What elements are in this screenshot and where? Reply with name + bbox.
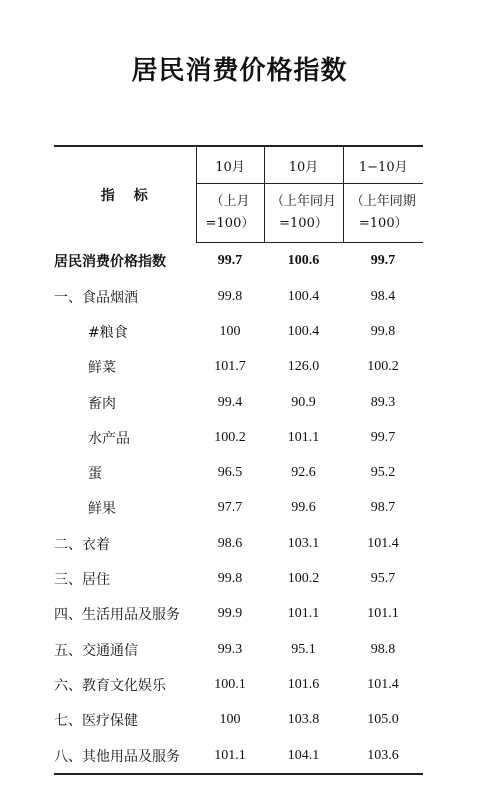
row-value-col-2: 101.1 [287,429,320,445]
table-row [54,597,423,632]
table-row [54,667,423,702]
col-header-2-base [264,184,343,243]
table-row [54,526,423,561]
table-row [54,738,423,774]
table-row [54,703,423,738]
row-value-col-3: 101.4 [367,535,399,551]
row-value-col-1: 99.9 [217,606,243,622]
row-value-col-2: 100.6 [287,253,320,268]
row-value-col-1: 101.7 [214,359,246,375]
row-value-col-1: 97.7 [217,500,243,516]
table-body [54,243,423,775]
row-value-col-1: 100 [219,712,241,728]
row-label: 蛋 [88,466,102,483]
col-header-1-base-line-2: =100） [205,216,255,231]
table-row [54,385,423,420]
row-label: 八、其他用品及服务 [54,738,196,774]
row-value-col-3: 98.7 [370,500,396,516]
row-value-col-3: 103.6 [343,738,423,774]
indicator-header-char-1: 指 [100,187,116,204]
row-value-col-1: 100.2 [214,429,246,445]
row-value-col-2: 100.4 [287,323,320,339]
row-value-col-2: 103.8 [287,712,320,728]
col-header-3-base [343,184,423,243]
row-value-col-3: 99.7 [370,429,396,445]
row-value-col-3: 105.0 [367,712,399,728]
row-value-col-3: 99.8 [370,323,396,339]
col-header-1-base-line-1: （上月 [210,194,250,209]
row-value-col-1: 96.5 [217,465,243,481]
col-header-2-period: 10月 [264,146,343,184]
row-label: 五、交通通信 [54,642,138,659]
indicator-header-char-2: 标 [133,187,149,204]
row-value-col-3: 95.7 [370,571,396,587]
row-label: 二、衣着 [54,536,110,553]
col-header-3-base-line-2: =100） [358,216,408,231]
row-label: 六、教育文化娱乐 [54,677,166,694]
row-value-col-2: 104.1 [264,738,343,774]
row-label: 鲜菜 [88,360,116,377]
row-value-col-2: 100.4 [287,288,320,304]
row-value-col-3: 95.2 [370,465,396,481]
row-value-col-2: 99.6 [291,500,316,516]
table-row [54,632,423,667]
row-value-col-1: 99.8 [217,288,243,304]
row-label: 畜肉 [88,395,116,412]
row-value-col-3: 101.4 [367,676,399,692]
table-row [54,243,423,280]
row-label: 三、居住 [54,572,110,589]
col-header-2-base-line-1: （上年同月 [270,194,336,209]
row-value-col-2: 103.1 [287,535,320,551]
cpi-table [54,145,423,775]
table-header [54,146,423,243]
row-value-col-2: 126.0 [287,359,320,375]
table-row [54,561,423,596]
row-value-col-3: 101.1 [367,606,399,622]
col-header-1-base [196,184,264,243]
row-value-col-2: 101.6 [287,676,320,692]
table-row [54,491,423,526]
row-value-col-3: 98.8 [370,641,396,657]
indicator-header [54,146,196,243]
page-title: 居民消费价格指数 [131,56,348,86]
row-value-col-3: 100.2 [367,359,399,375]
col-header-3-base-line-1: （上年同期 [350,194,416,209]
row-value-col-1: 99.4 [217,394,243,410]
row-value-col-2: 92.6 [291,465,316,481]
col-header-3-period: 1−10月 [343,146,423,184]
row-label: 鲜果 [88,501,116,518]
row-value-col-2: 101.1 [287,606,320,622]
row-value-col-1: 99.8 [217,571,243,587]
row-value-col-2: 90.9 [291,394,316,410]
row-value-col-3: 99.7 [370,253,396,268]
row-value-col-3: 89.3 [370,394,396,410]
row-value-col-2: 100.2 [287,571,320,587]
table-row [54,279,423,314]
row-label: 四、生活用品及服务 [54,607,180,624]
row-value-col-1: 99.3 [217,641,243,657]
row-value-col-1: 98.6 [217,535,243,551]
row-label: #粮食 [88,324,128,341]
row-value-col-1: 100.1 [214,676,246,692]
table-row [54,420,423,455]
row-label: 七、医疗保健 [54,713,138,730]
row-value-col-1: 101.1 [196,738,264,774]
col-header-1-period: 10月 [196,146,264,184]
table-row [54,314,423,349]
row-value-col-2: 95.1 [291,641,316,657]
row-value-col-3: 98.4 [370,288,396,304]
row-label: 一、食品烟酒 [54,289,138,306]
row-label: 水产品 [88,430,130,447]
col-header-2-base-line-2: =100） [279,216,328,231]
table-row [54,455,423,490]
table-row [54,350,423,385]
row-value-col-1: 100 [219,323,241,339]
row-label: 居民消费价格指数 [54,253,166,270]
row-value-col-1: 99.7 [217,253,243,268]
